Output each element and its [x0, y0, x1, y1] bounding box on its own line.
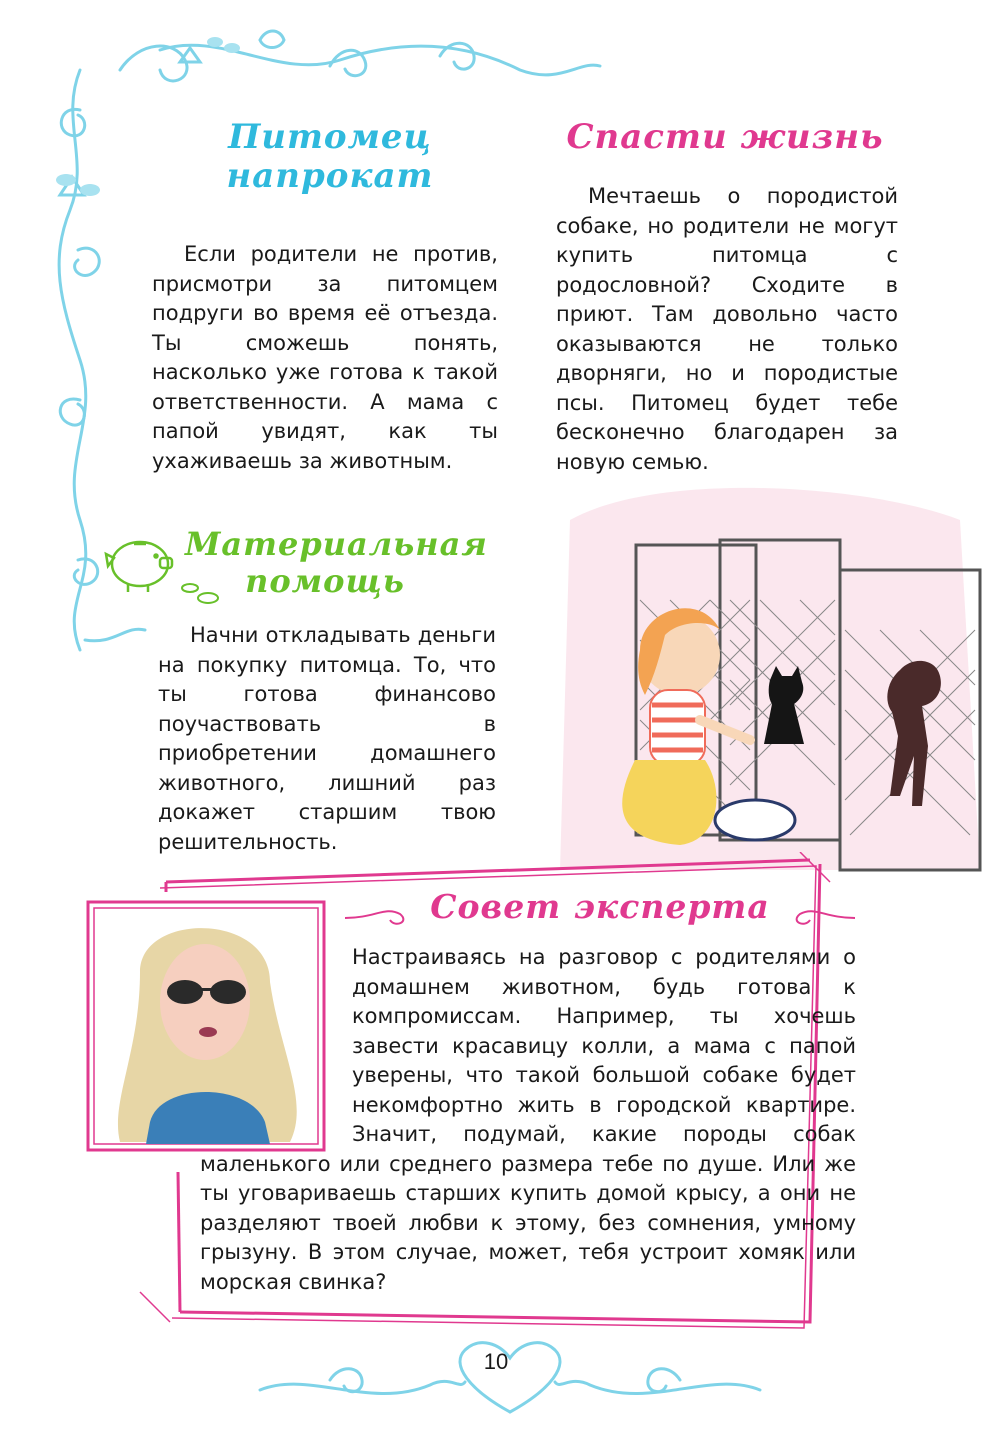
money-title-line1: Материальная	[185, 525, 488, 563]
save-section-title: Спасти жизнь	[566, 117, 884, 157]
money-title-line2: помощь	[245, 561, 405, 600]
expert-paragraph: Настраиваясь на разговор с родителями о домашнем животном, будь готова к компромиссам. Например, ты хочешь завести красавицу колли, а мама с папой уверены, что такой большой собаке будет некомфортно жить в городской квартире. Значит, подумай, какие породы собак маленького или среднего размера тебе по душе. Или же ты уговариваешь старших купить домой крысу, а они не разделяют твоей любви к этому, без сомнения, умному грызуну. В этом случае, может, тебя устроит хомяк или морская свинка?	[200, 945, 856, 1294]
piggy-bank-icon	[100, 528, 180, 598]
rent-title-line1: Питомец	[228, 117, 432, 157]
rent-paragraph: Если родители не против, присмотри за питомцем подруги во время её отъезда. Ты сможешь понять, насколько уже готова к такой ответственности. А мама с папой увидят, как ты ухаживаешь за животным.	[152, 242, 498, 473]
rent-title-line2: напрокат	[226, 156, 434, 197]
rent-section-text	[152, 240, 498, 476]
rent-section-title	[180, 118, 480, 196]
expert-section-text	[200, 943, 856, 1297]
money-section-text	[158, 621, 496, 857]
shelter-illustration	[540, 480, 986, 880]
save-section-text	[556, 182, 898, 477]
money-paragraph: Начни откладывать деньги на покупку питомца. То, что ты готова финансово поучаствовать в приобретении домашнего животного, лишний раз докажет старшим твою решительность.	[158, 623, 496, 854]
save-paragraph: Мечтаешь о породистой собаке, но родители не могут купить питомца с родословной? Сходите в приют. Там довольно часто оказываются не только дворняги, но и породистые псы. Питомец будет тебе бесконечно благодарен за новую семью.	[556, 184, 898, 474]
page-number: 10	[483, 1349, 509, 1374]
expert-section-title: Совет эксперта	[430, 887, 770, 926]
money-section-title	[185, 525, 488, 600]
decorative-border-bottom	[250, 1330, 770, 1420]
